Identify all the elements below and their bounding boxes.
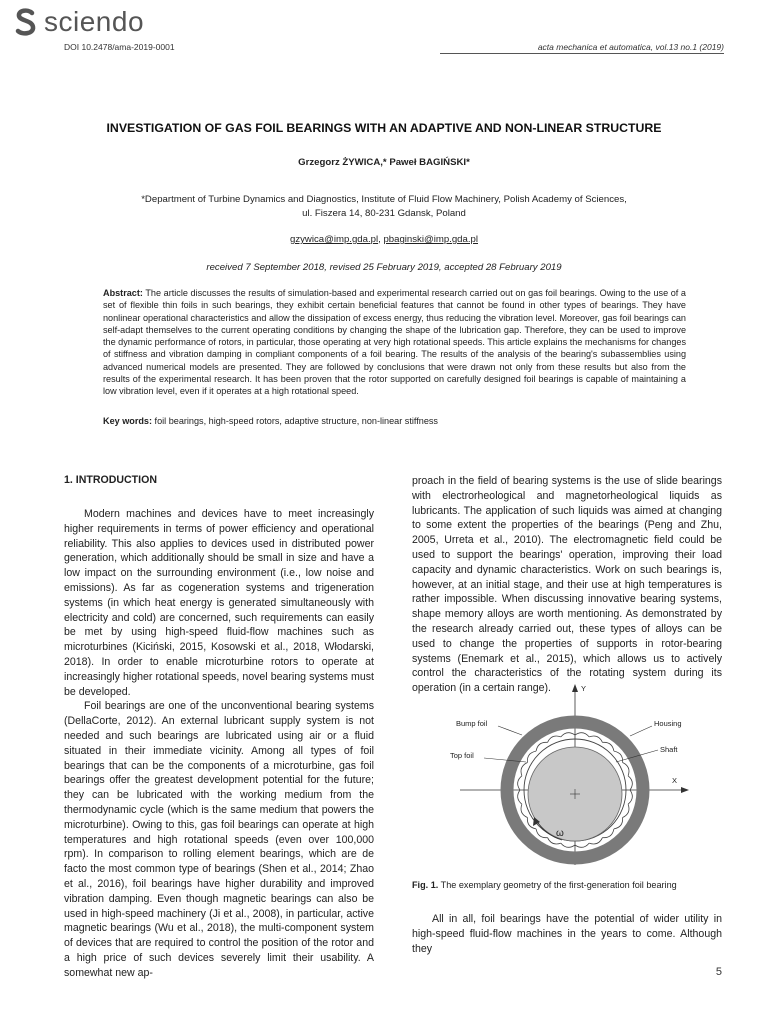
abstract-text: The article discusses the results of simulation-based and experimental research carried out on gas foil bearings. Owing to the use of a set of flexible thin foils in such bearings, they exhibit certain beneficial features that cannot be found in other types of bearings. They have nonlinear operational characteristics and allow the dissipation of excess energy, thus reducing the vibration level. Moreover, gas foil bearings can self-adapt themselves to the current operating conditions by changing the shape of the lubrication gap. Therefore, they can be used to improve the dynamic performance of rotors, in particular, those operating at very high rotational speeds. This article explains the mechanisms for changes of stiffness and vibration damping in compliant components of a foil bearing. The results of the analysis of the bearing's subassemblies using advanced numerical models are presented. They are followed by conclusions that were drawn not only from these results but also from the results of the experimental research. It has been proven that the rotor supported on carefully designed foil bearings is capable of maintaining a low vibration level, even if it operates at a high rotational speed. [103, 288, 686, 397]
paragraph: Modern machines and devices have to meet increasingly higher requirements in terms of power efficiency and operational reliability. This also applies to devices used in distributed power generation, which additionally should be small in size and have a low impact on the surrounding environment (i.e., low noise and emissions). As far as cogeneration systems and trigeneration systems (in which heat energy is generated simultaneously with electricity and cold) are concerned, such requirements can easily be met by using high-speed fluid-flow machines such as microturbines (Kiciński, 2015, Kosowski et al., 2018, Włodarski, 2018). In order to enable microturbine rotors to operate at increasingly higher rotational speeds, novel bearing systems must be developed. [64, 508, 374, 698]
bump-foil-label: Bump foil [456, 719, 488, 728]
bump-arc [561, 843, 575, 847]
paragraph: proach in the field of bearing systems is the use of slide bearings with electrorheological and magnetorheological liquids as lubricants. The application of such liquids was aimed at changing to some extent the properties of the bearings (Peng and Zhu, 2005, Urreta et al., 2010). The electromagnetic field could be used to support the bearings' operation, improving their load capacity and dynamic characteristics. Work on such bearings is, however, at an initial stage, and their use at high temperatures is rather impossible. When discussing innovative bearing systems, shape memory alloys are worth mentioning. As demonstrated by the research already carried out, these types of alloys can be used to change the properties of supports in rotor-bearing systems (Enemark et al., 2015), which allows us to actively control the characteristics of the rotating system during its operation (in a certain range). [412, 475, 722, 695]
left-column [64, 507, 374, 981]
paper-title: INVESTIGATION OF GAS FOIL BEARINGS WITH AN ADAPTIVE AND NON-LINEAR STRUCTURE [106, 121, 662, 135]
housing-leader [630, 726, 652, 736]
bump-arc [527, 751, 536, 762]
abstract [103, 287, 686, 398]
y-axis-arrow-icon [572, 684, 578, 692]
email-link-2[interactable]: pbaginski@imp.gda.pl [383, 234, 478, 245]
logo-text: sciendo [44, 6, 145, 37]
email-separator: , [378, 234, 384, 245]
bump-arc [518, 776, 522, 790]
bump-foil-leader [498, 726, 522, 735]
publisher-logo [14, 6, 144, 38]
bump-arc [628, 776, 632, 790]
authors: Grzegorz ŻYWICA,* Paweł BAGIŃSKI* [298, 157, 470, 168]
received-dates: received 7 September 2018, revised 25 February 2019, accepted 28 February 2019 [206, 262, 562, 273]
paragraph: Foil bearings are one of the unconventional bearing systems (DellaCorte, 2012). An external lubricant supply system is not needed and such bearings are lubricated using air or a fluid situated in their immediate vicinity. Among all types of foil bearings that can be the components of a microturbine, gas foil bearings offer the greatest development potential for the future; they can be lubricated with the working medium from the thermodynamic cycle (which is the same medium that powers the microturbine). Owing to this, gas foil bearings can operate at high temperatures and high rotational speeds (even over 100,000 rpm). In comparison to rolling element bearings, which are de facto the most common type of bearings (Shen et al., 2014; Zhao et al., 2016), foil bearings have higher durability and improved vibration damping. Even though magnetic bearings can also be used in high-speed machinery (Ji et al., 2008), in particular, active magnetic bearings (Wu et al., 2018), the multi-component system of devices that are required to control the position of the rotor and a high price of such devices severely limit their usability. A somewhat new ap- [64, 700, 374, 979]
page-number: 5 [715, 966, 722, 978]
header-rule [440, 53, 724, 54]
doi: DOI 10.2478/ama-2019-0001 [64, 42, 175, 52]
affiliation [60, 193, 708, 221]
bump-arc [603, 742, 614, 751]
email-link-1[interactable]: gzywica@imp.gda.pl [289, 234, 379, 245]
emails [60, 234, 708, 245]
bump-arc [561, 733, 575, 737]
bearing-figure [440, 680, 700, 875]
bump-arc [575, 843, 589, 847]
bump-arc [536, 742, 547, 751]
keywords-label: Key words: [103, 416, 153, 426]
bump-arc [575, 733, 589, 737]
abstract-label: Abstract: [103, 288, 143, 298]
bump-arc [614, 818, 623, 829]
y-axis-label: Y [581, 684, 587, 693]
bump-arc [614, 751, 623, 762]
top-foil-label: Top foil [450, 751, 474, 760]
bump-arc [628, 790, 632, 804]
sciendo-logo-icon [14, 7, 38, 37]
keywords [103, 416, 686, 426]
shaft-label: Shaft [660, 745, 678, 754]
caption-text: The exemplary geometry of the first-generation foil bearing [438, 880, 677, 890]
affiliation-line-2: ul. Fiszera 14, 80-231 Gdansk, Poland [302, 208, 466, 219]
right-column [412, 474, 722, 696]
omega-label: ω [556, 828, 564, 839]
x-axis-label: X [672, 776, 678, 785]
caption-label: Fig. 1. [412, 880, 439, 890]
affiliation-line-1: *Department of Turbine Dynamics and Diagnostics, Institute of Fluid Flow Machinery, Polish Academy of Sciences, [141, 194, 627, 205]
section-heading: 1. INTRODUCTION [64, 474, 157, 486]
x-axis-arrow-icon [681, 787, 689, 793]
journal-reference: acta mechanica et automatica, vol.13 no.1 (2019) [537, 42, 724, 52]
keywords-text: foil bearings, high-speed rotors, adaptive structure, non-linear stiffness [152, 416, 438, 426]
housing-label: Housing [654, 719, 682, 728]
figure-caption [412, 880, 677, 890]
paragraph: All in all, foil bearings have the potential of wider utility in high-speed fluid-flow machines in the years to come. Although they [412, 913, 722, 955]
bump-arc [518, 790, 522, 804]
right-column-bottom [412, 912, 722, 956]
